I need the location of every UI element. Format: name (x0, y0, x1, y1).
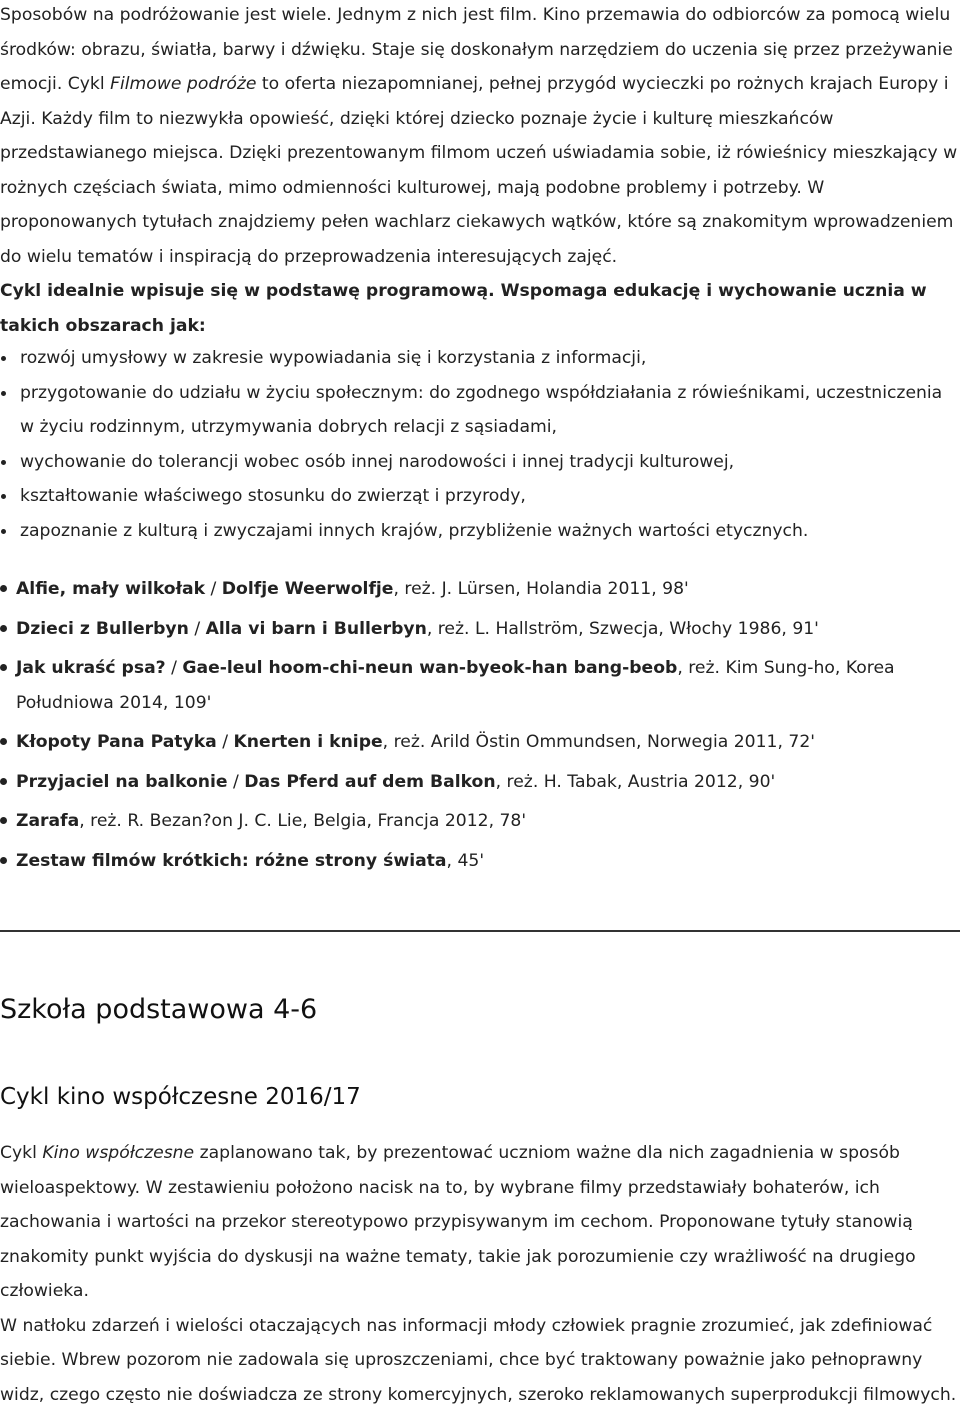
horizontal-divider (0, 930, 960, 932)
film-title: Dzieci z Bullerbyn (16, 619, 189, 639)
list-item: przygotowanie do udziału w życiu społecznym: do zgodnego współdziałania z rówieśnikami, uczestniczenia w życiu rodzinnym, utrzymywania dobrych relacji z sąsiadami, (0, 376, 960, 445)
bullet-icon (1, 391, 6, 396)
film-item: Jak ukraść psa? / Gae-leul hoom-chi-neun wan-byeok-han bang-beob, reż. Kim Sung-ho, Korea Południowa 2014, 109' (0, 651, 960, 720)
section-heading: Szkoła podstawowa 4-6 (0, 990, 317, 1030)
film-title: Zestaw filmów krótkich: różne strony świata (16, 851, 447, 871)
film-original-title: Knerten i knipe (233, 732, 382, 752)
film-original-title: Alla vi barn i Bullerbyn (206, 619, 427, 639)
bullet-icon (0, 778, 7, 785)
list-item: rozwój umysłowy w zakresie wypowiadania się i korzystania z informacji, (0, 341, 960, 376)
bullet-icon (0, 817, 7, 824)
bullet-icon (1, 460, 6, 465)
film-title: Alfie, mały wilkołak (16, 579, 205, 599)
film-details: , reż. H. Tabak, Austria 2012, 90' (496, 772, 776, 792)
list-item: zapoznanie z kulturą i zwyczajami innych krajów, przybliżenie ważnych wartości etycznych. (0, 514, 960, 549)
bullet-icon (0, 625, 7, 632)
film-item: Alfie, mały wilkołak / Dolfje Weerwolfje, reż. J. Lürsen, Holandia 2011, 98' (0, 572, 960, 607)
intro-cycle-title: Filmowe podróże (110, 74, 256, 94)
intro-paragraph (0, 0, 960, 343)
bullet-icon (1, 356, 6, 361)
bullet-icon (1, 494, 6, 499)
section-body (0, 1136, 960, 1412)
intro-bold-statement: Cykl idealnie wpisuje się w podstawę programową. Wspomaga edukację i wychowanie ucznia w takich obszarach jak: (0, 281, 927, 336)
film-title: Przyjaciel na balkonie (16, 772, 228, 792)
film-title: Zarafa (16, 811, 79, 831)
bullet-icon (0, 857, 7, 864)
film-original-title: Das Pferd auf dem Balkon (244, 772, 495, 792)
film-original-title: Gae-leul hoom-chi-neun wan-byeok-han bang-beob (182, 658, 677, 678)
bullet-icon (1, 529, 6, 534)
section-paragraph-2: W natłoku zdarzeń i wielości otaczających nas informacji młody człowiek pragnie zrozumieć, jak zdefiniować siebie. Wbrew pozorom nie zadowala się uproszczeniami, chce być traktowany poważnie jako pełnoprawny widz, czego często nie doświadcza ze strony komercyjnych, szeroko reklamowanych superprodukcji filmowych. (0, 1309, 960, 1412)
film-item (0, 804, 960, 839)
film-details: , reż. J. Lürsen, Holandia 2011, 98' (393, 579, 688, 599)
cycle-title: Kino współczesne (42, 1143, 194, 1163)
film-details: , 45' (447, 851, 485, 871)
film-details: , reż. Arild Östin Ommundsen, Norwegia 2011, 72' (383, 732, 815, 752)
bullet-icon (0, 664, 7, 671)
film-details: , reż. Kim Sung-ho, Korea Południowa 2014, 109' (16, 658, 895, 713)
film-item: Dzieci z Bullerbyn / Alla vi barn i Bullerbyn, reż. L. Hallström, Szwecja, Włochy 1986, 91' (0, 612, 960, 647)
section-subheading: Cykl kino współczesne 2016/17 (0, 1077, 361, 1117)
intro-text-2: to oferta niezapomnianej, pełnej przygód wycieczki po rożnych krajach Europy i Azji. Każdy film to niezwykła opowieść, dzięki której dziecko poznaje życie i kulturę mieszkańców przedstawianego miejsca. Dzięki prezentowanym filmom uczeń uświadamia sobie, iż rówieśnicy mieszkający w rożnych częściach świata, mimo odmienności kulturowej, mają podobne problemy i potrzeby. W proponowanych tytułach znajdziemy pełen wachlarz ciekawych wątków, które są znakomitym wprowadzeniem do wielu tematów i inspiracją do przeprowadzenia interesujących zajęć. (0, 74, 957, 267)
film-details: , reż. L. Hallström, Szwecja, Włochy 1986, 91' (427, 619, 819, 639)
section-paragraph-1: Cykl Kino współczesne zaplanowano tak, by prezentować uczniom ważne dla nich zagadnienia w sposób wieloaspektowy. W zestawieniu położono nacisk na to, by wybrane filmy przedstawiały bohaterów, ich zachowania i wartości na przekor stereotypowo przypisywanym im cechom. Proponowane tytuły stanowią znakomity punkt wyjścia do dyskusji na ważne tematy, takie jak porozumienie czy wrażliwość na drugiego człowieka. (0, 1136, 960, 1309)
film-original-title: Dolfje Weerwolfje (222, 579, 394, 599)
film-item: Kłopoty Pana Patyka / Knerten i knipe, reż. Arild Östin Ommundsen, Norwegia 2011, 72' (0, 725, 960, 760)
film-item (0, 844, 960, 879)
films-list (0, 572, 960, 883)
film-title: Kłopoty Pana Patyka (16, 732, 217, 752)
bullet-icon (0, 585, 7, 592)
list-item: kształtowanie właściwego stosunku do zwierząt i przyrody, (0, 479, 960, 514)
list-item: wychowanie do tolerancji wobec osób innej narodowości i innej tradycji kulturowej, (0, 445, 960, 480)
bullet-icon (0, 738, 7, 745)
film-details: , reż. R. Bezan?on J. C. Lie, Belgia, Francja 2012, 78' (79, 811, 526, 831)
film-item: Przyjaciel na balkonie / Das Pferd auf dem Balkon, reż. H. Tabak, Austria 2012, 90' (0, 765, 960, 800)
goals-list (0, 341, 960, 548)
intro-text-1: Sposobów na podróżowanie jest wiele. Jednym z nich jest film. Kino przemawia do odbiorców za pomocą wielu środków: obrazu, światła, barwy i dźwięku. Staje się doskonałym narzędziem do uczenia się przez przeżywanie emocji. Cykl (0, 5, 953, 94)
film-title: Jak ukraść psa? (16, 658, 166, 678)
